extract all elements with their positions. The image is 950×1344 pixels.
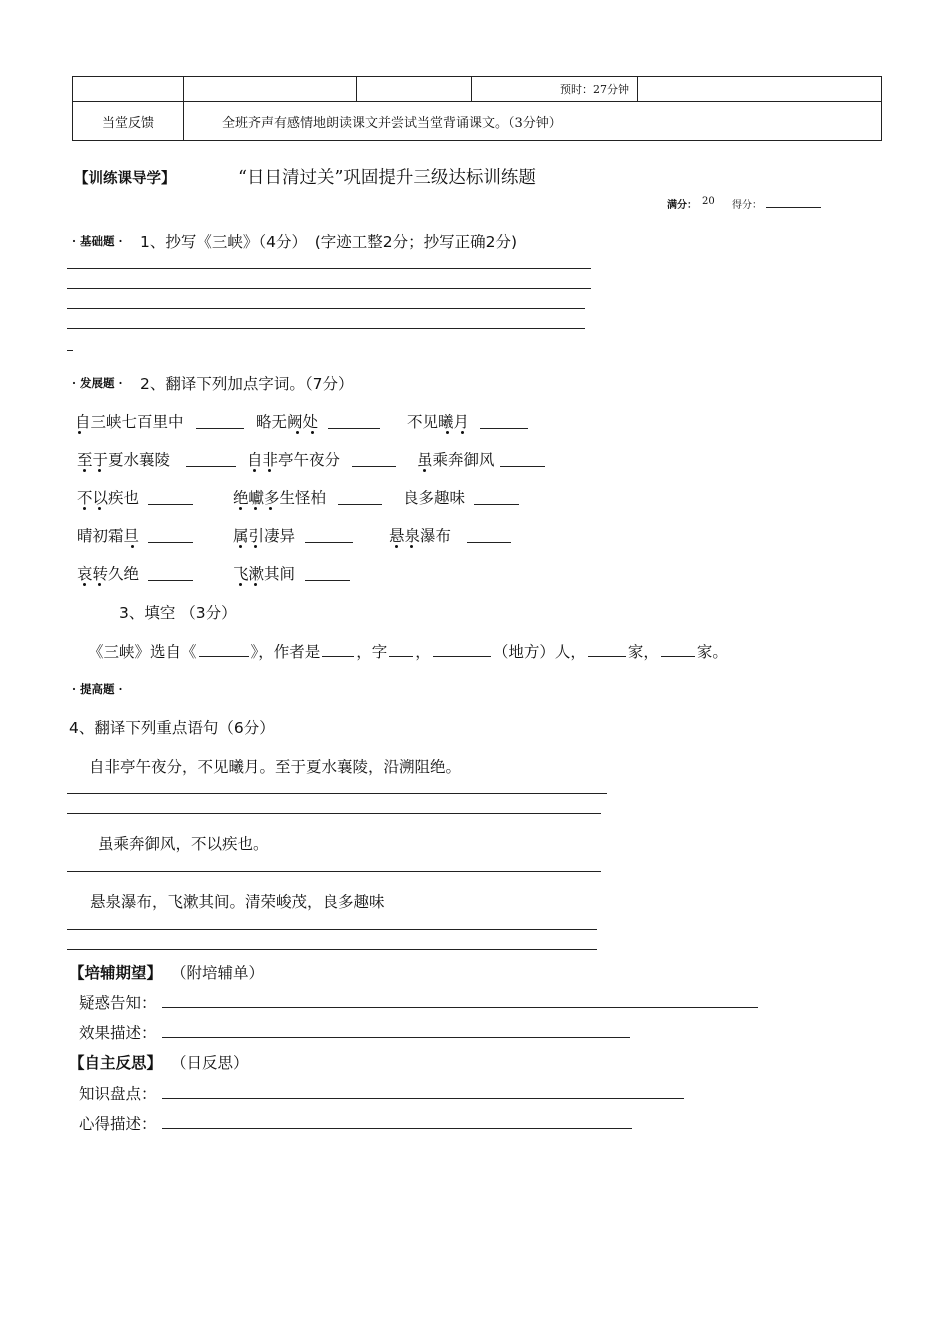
emphasis-dot [78,431,81,434]
emphasis-dot [239,545,242,548]
vocab-item: 属引凄异 [233,527,296,545]
emphasis-dot [98,583,101,586]
vocab-blank[interactable] [352,466,396,467]
vocab-blank[interactable] [186,466,236,467]
emphasis-dot [296,431,299,434]
table-cell [184,77,357,102]
fill-text: 《三峡》选自《 [88,643,197,661]
header-table [72,76,882,141]
vocab-item: 良多趣味 [403,489,466,507]
fill-blank[interactable] [433,642,491,657]
emphasis-dot [410,545,413,548]
emphasis-dot [239,583,242,586]
vocab-item: 自三峡七百里中 [75,413,184,431]
insight-line[interactable] [162,1128,632,1129]
vocab-blank[interactable] [328,428,380,429]
vocab-item: 晴初霜旦 [77,527,140,545]
vocab-item: 不以疾也 [77,489,140,507]
answer-line[interactable] [67,929,597,930]
score-blank[interactable] [766,207,821,208]
answer-line[interactable] [67,949,597,950]
full-score-label: 满分： [667,200,697,211]
emphasis-dot [131,545,134,548]
vocab-item: 至于夏水襄陵 [77,451,171,469]
vocab-item: 虽乘奔御风 [417,451,495,469]
translate-sentence: 悬泉瀑布，飞漱其间。清荣峻茂，良多趣味 [90,893,385,911]
doubt-line[interactable] [162,1007,758,1008]
section-tag: 【训练课导学】 [74,171,176,187]
effect-label: 效果描述： [79,1024,157,1042]
answer-line[interactable] [67,793,607,794]
full-score-value: 20 [702,196,715,207]
vocab-item: 自非亭午夜分 [247,451,341,469]
insight-label: 心得描述： [79,1115,157,1133]
emphasis-dot [268,469,271,472]
vocab-blank[interactable] [305,542,353,543]
vocab-item: 悬泉瀑布 [389,527,452,545]
answer-line[interactable] [67,871,601,872]
emphasis-dot [83,583,86,586]
fill-text: ， [415,643,431,661]
fill-blank[interactable] [588,642,626,657]
answer-line[interactable] [67,813,601,814]
vocab-blank[interactable] [474,504,519,505]
answer-line[interactable] [67,268,591,269]
vocab-blank[interactable] [148,504,193,505]
emphasis-dot [239,507,242,510]
emphasis-dot [98,507,101,510]
vocab-blank[interactable] [480,428,528,429]
question-2: 2、翻译下列加点字词。（7分） [140,375,354,393]
feedback-content: 全班齐声有感情地朗读课文并尝试当堂背诵课文。（3分钟） [184,102,882,141]
translate-sentence: 虽乘奔御风，不以疾也。 [98,835,269,853]
fill-text: （地方）人， [492,643,586,661]
emphasis-dot [395,545,398,548]
knowledge-label: 知识盘点： [79,1085,157,1103]
emphasis-dot [254,583,257,586]
emphasis-dot [254,545,257,548]
reflect-tag: 【自主反思】 [69,1054,163,1072]
vocab-item: 哀转久绝 [77,565,140,583]
fill-blank[interactable] [322,642,354,657]
emphasis-dot [311,431,314,434]
answer-line[interactable] [67,288,591,289]
fill-text: 家。 [696,643,728,661]
question-3: 3、填空 （3分） [119,604,237,622]
vocab-blank[interactable] [500,466,545,467]
reflect-note: （日反思） [171,1054,249,1072]
doubt-label: 疑惑告知： [79,994,157,1012]
table-cell [357,77,472,102]
vocab-item: 不见曦月 [407,413,470,431]
vocab-blank[interactable] [305,580,350,581]
emphasis-dot [269,507,272,510]
vocab-item: 略无阙处 [256,413,319,431]
fill-blank[interactable] [661,642,695,657]
emphasis-dot [423,469,426,472]
emphasis-dot [254,507,257,510]
vocab-blank[interactable] [148,580,193,581]
peifu-note: （附培辅单） [171,964,265,982]
peifu-tag: 【培辅期望】 [69,964,163,982]
short-mark [67,350,73,351]
translate-sentence: 自非亭午夜分，不见曦月。至于夏水襄陵，沿溯阻绝。 [89,758,462,776]
time-cell: 预时：27分钟 [472,77,638,102]
emphasis-dot [98,469,101,472]
table-cell [73,77,184,102]
fill-sentence [88,640,728,662]
score-label: 得分： [732,200,762,211]
emphasis-dot [83,469,86,472]
basic-tag: · 基础题 · [72,234,123,248]
emphasis-dot [446,431,449,434]
fill-text: ，字 [356,643,388,661]
vocab-item: 飞漱其间 [233,565,296,583]
fill-blank[interactable] [389,642,413,657]
question-1: 1、抄写《三峡》（4分） (字迹工整2分；抄写正确2分) [140,233,518,251]
fill-text: 家， [627,643,659,661]
section-title: “日日清过关”巩固提升三级达标训练题 [238,168,536,188]
answer-line[interactable] [67,328,585,329]
develop-tag: · 发展题 · [72,376,123,390]
vocab-blank[interactable] [467,542,511,543]
vocab-item: 绝巘多生怪柏 [233,489,327,507]
knowledge-line[interactable] [162,1098,684,1099]
fill-text: 》，作者是 [250,643,321,661]
question-4: 4、翻译下列重点语句（6分） [69,719,275,737]
vocab-blank[interactable] [196,428,244,429]
table-cell [638,77,882,102]
emphasis-dot [253,469,256,472]
improve-tag: · 提高题 · [72,682,123,696]
emphasis-dot [83,507,86,510]
answer-line[interactable] [67,308,585,309]
fill-blank[interactable] [199,642,249,657]
feedback-label: 当堂反馈 [73,102,184,141]
vocab-blank[interactable] [148,542,193,543]
vocab-blank[interactable] [338,504,382,505]
emphasis-dot [461,431,464,434]
effect-line[interactable] [162,1037,630,1038]
